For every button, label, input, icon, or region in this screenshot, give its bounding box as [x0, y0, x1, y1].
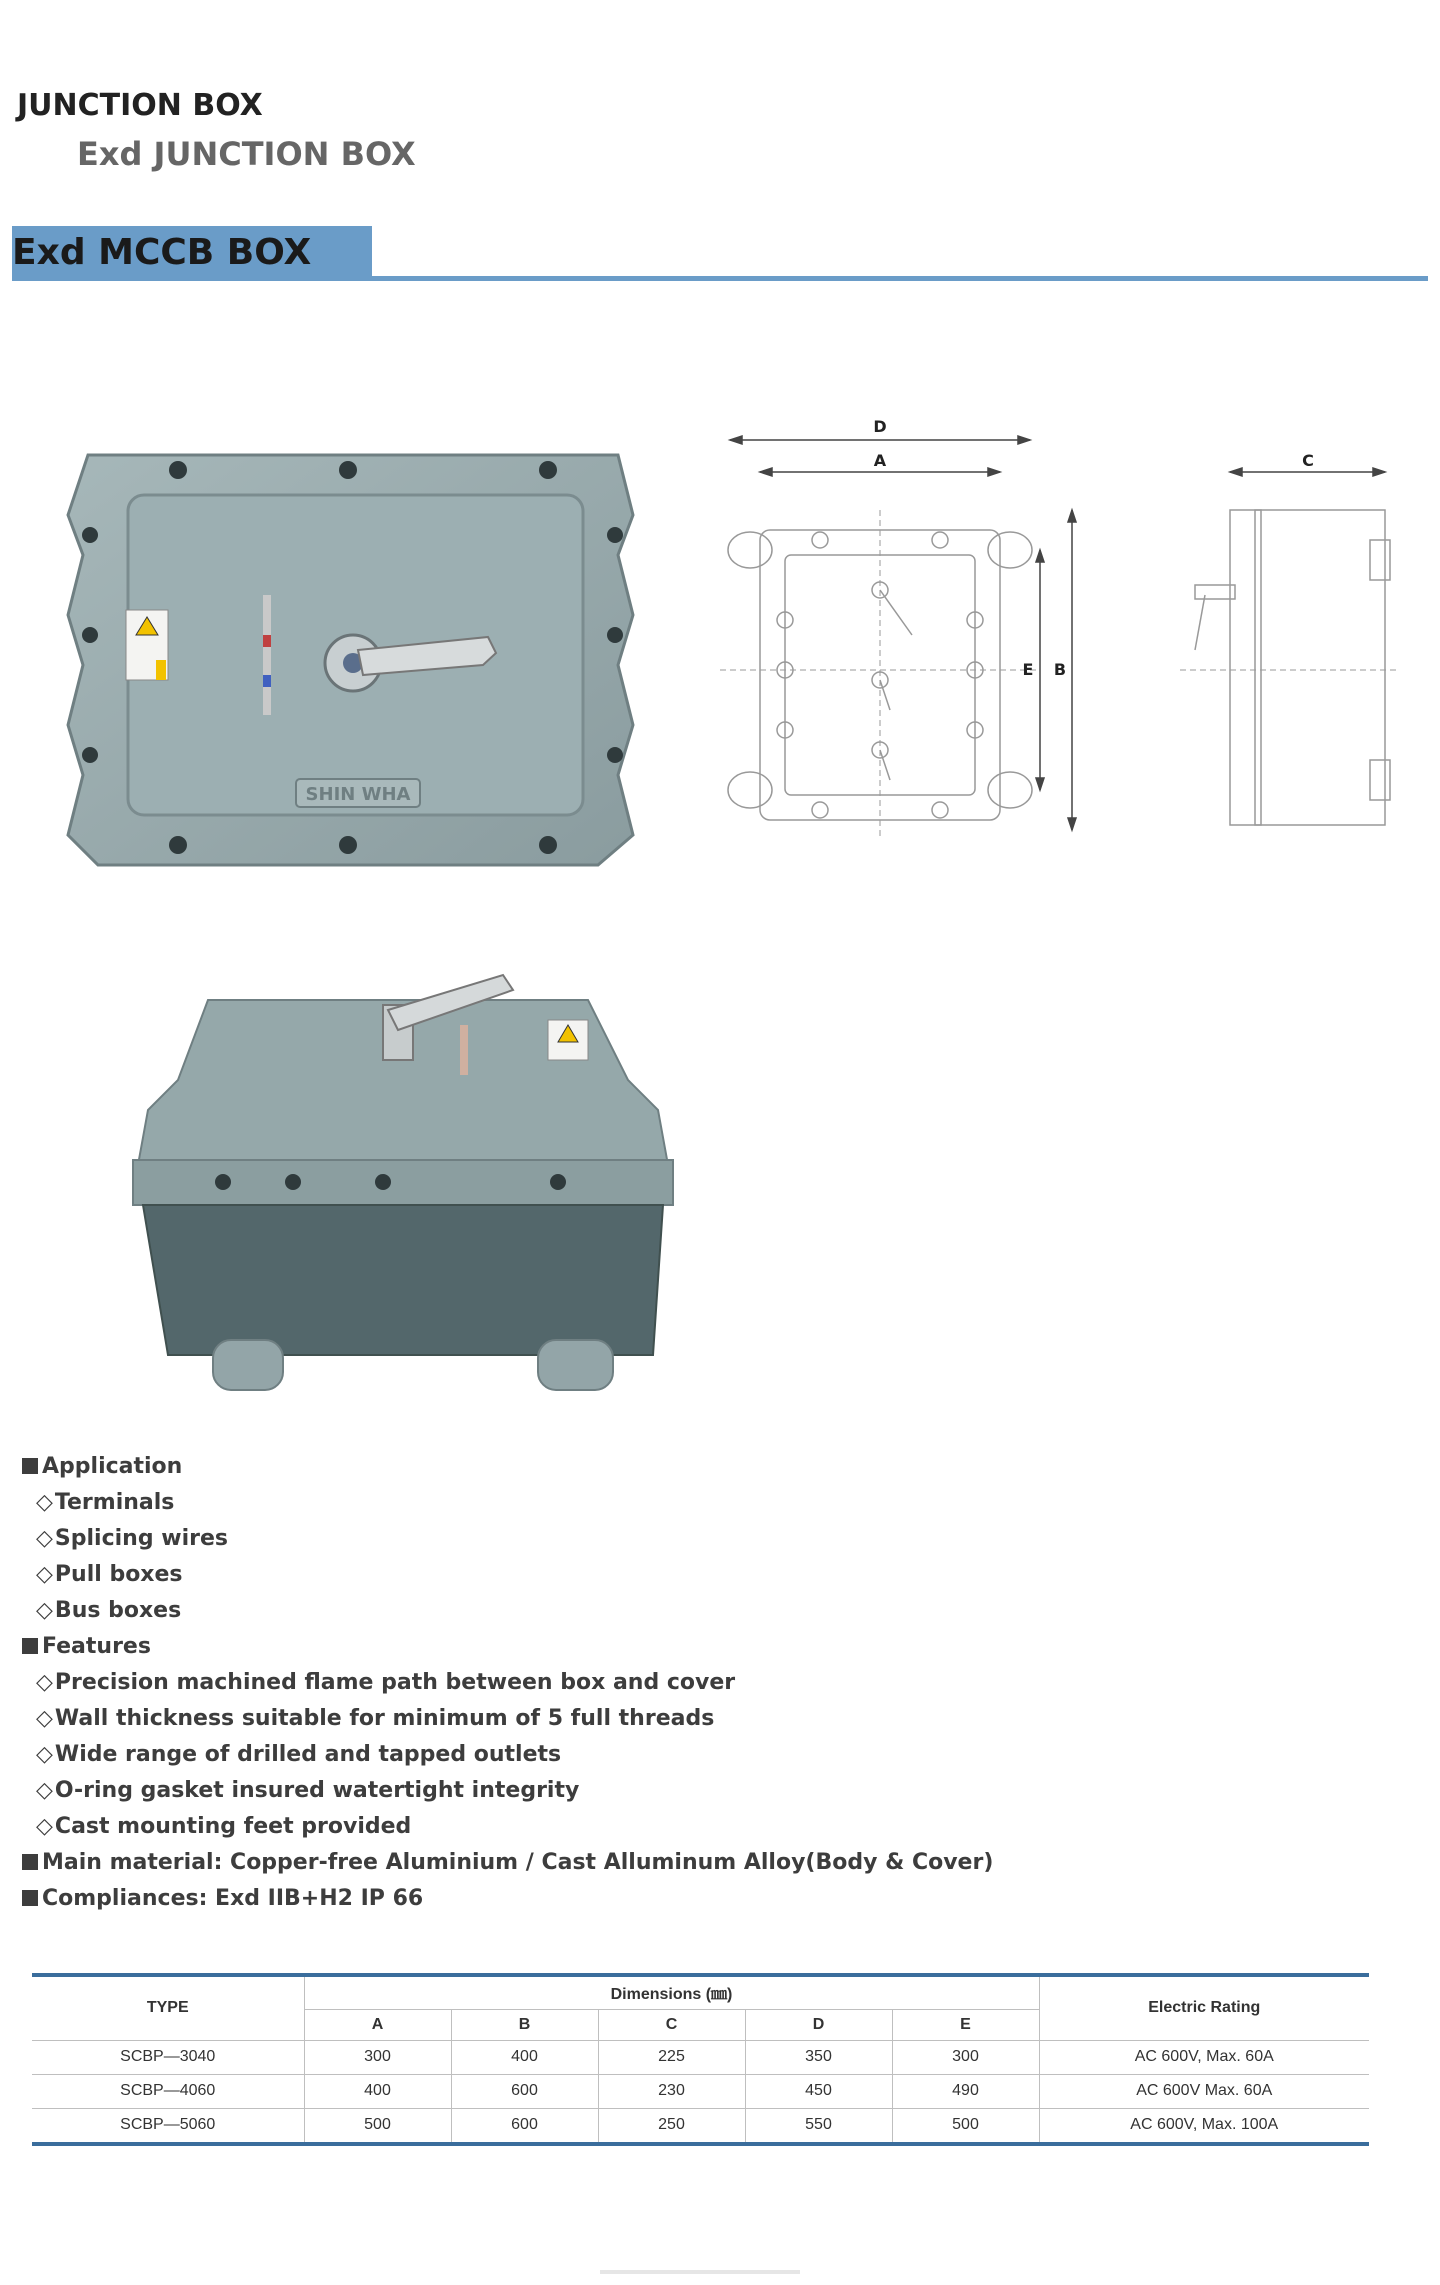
- dim-cell: 500: [304, 2108, 451, 2144]
- page-title: JUNCTION BOX: [17, 88, 263, 123]
- table-row: [32, 2108, 1369, 2144]
- diamond-bullet-icon: ◇: [36, 1526, 53, 1551]
- feature-item: ◇Wide range of drilled and tapped outlets: [36, 1742, 562, 1767]
- rating-cell: AC 600V, Max. 100A: [1039, 2108, 1369, 2144]
- bullet-square-icon: [22, 1890, 38, 1906]
- application-item: ◇Terminals: [36, 1490, 175, 1515]
- product-perspective-photo: [128, 960, 688, 1410]
- diamond-bullet-icon: ◇: [36, 1598, 53, 1623]
- dimension-drawing: [700, 410, 1400, 850]
- rating-cell: AC 600V Max. 60A: [1039, 2074, 1369, 2108]
- table-row: [32, 2074, 1369, 2108]
- table-row: [32, 2040, 1369, 2074]
- dim-cell: 450: [745, 2074, 892, 2108]
- page-subtitle: Exd JUNCTION BOX: [77, 135, 416, 173]
- section-header-rule: [12, 276, 1428, 281]
- dim-label-e: E: [1022, 660, 1034, 679]
- feature-item: ◇Cast mounting feet provided: [36, 1814, 412, 1839]
- dim-cell: 400: [451, 2040, 598, 2074]
- application-item: ◇Splicing wires: [36, 1526, 228, 1551]
- feature-item: ◇O-ring gasket insured watertight integrity: [36, 1778, 580, 1803]
- product-front-photo: [58, 425, 648, 880]
- diamond-bullet-icon: ◇: [36, 1562, 53, 1587]
- rating-cell: AC 600V, Max. 60A: [1039, 2040, 1369, 2074]
- dim-cell: 500: [892, 2108, 1039, 2144]
- dim-label-d: D: [873, 417, 887, 436]
- dim-column-header: B: [451, 2009, 598, 2040]
- diamond-bullet-icon: ◇: [36, 1670, 53, 1695]
- feature-item: ◇Wall thickness suitable for minimum of 5 full threads: [36, 1706, 715, 1731]
- dim-cell: 400: [304, 2074, 451, 2108]
- dim-cell: 225: [598, 2040, 745, 2074]
- type-cell: SCBP—4060: [32, 2074, 304, 2108]
- bullet-square-icon: [22, 1638, 38, 1654]
- rating-header: Electric Rating: [1039, 1975, 1369, 2040]
- dim-label-b: B: [1053, 660, 1067, 679]
- dim-label-a: A: [873, 451, 887, 470]
- type-cell: SCBP—5060: [32, 2108, 304, 2144]
- application-heading: Application: [22, 1454, 182, 1479]
- dim-column-header: D: [745, 2009, 892, 2040]
- dim-cell: 600: [451, 2074, 598, 2108]
- dim-label-c: C: [1302, 451, 1314, 470]
- dim-column-header: E: [892, 2009, 1039, 2040]
- type-header: TYPE: [32, 1975, 304, 2040]
- feature-item: ◇Precision machined flame path between box and cover: [36, 1670, 736, 1695]
- dim-cell: 550: [745, 2108, 892, 2144]
- dim-cell: 490: [892, 2074, 1039, 2108]
- dimensions-header: Dimensions (㎜): [304, 1975, 1039, 2009]
- dim-cell: 600: [451, 2108, 598, 2144]
- diamond-bullet-icon: ◇: [36, 1706, 53, 1731]
- type-cell: SCBP—3040: [32, 2040, 304, 2074]
- dim-column-header: C: [598, 2009, 745, 2040]
- brand-emboss: SHIN WHA: [305, 784, 411, 805]
- diamond-bullet-icon: ◇: [36, 1814, 53, 1839]
- dim-cell: 300: [892, 2040, 1039, 2074]
- dim-column-header: A: [304, 2009, 451, 2040]
- footer-mark: [600, 2270, 800, 2274]
- application-item: ◇Bus boxes: [36, 1598, 182, 1623]
- diamond-bullet-icon: ◇: [36, 1778, 53, 1803]
- dim-cell: 350: [745, 2040, 892, 2074]
- section-title: Exd MCCB BOX: [12, 232, 312, 273]
- dimensions-table: [32, 1973, 1369, 2146]
- features-heading: Features: [22, 1634, 151, 1659]
- diamond-bullet-icon: ◇: [36, 1490, 53, 1515]
- dim-cell: 230: [598, 2074, 745, 2108]
- bullet-square-icon: [22, 1458, 38, 1474]
- material-line: Main material: Copper-free Aluminium / Cast Alluminum Alloy(Body & Cover): [22, 1850, 993, 1875]
- application-item: ◇Pull boxes: [36, 1562, 183, 1587]
- diamond-bullet-icon: ◇: [36, 1742, 53, 1767]
- dim-cell: 300: [304, 2040, 451, 2074]
- bullet-square-icon: [22, 1854, 38, 1870]
- dim-cell: 250: [598, 2108, 745, 2144]
- compliances-line: Compliances: Exd IIB+H2 IP 66: [22, 1886, 423, 1911]
